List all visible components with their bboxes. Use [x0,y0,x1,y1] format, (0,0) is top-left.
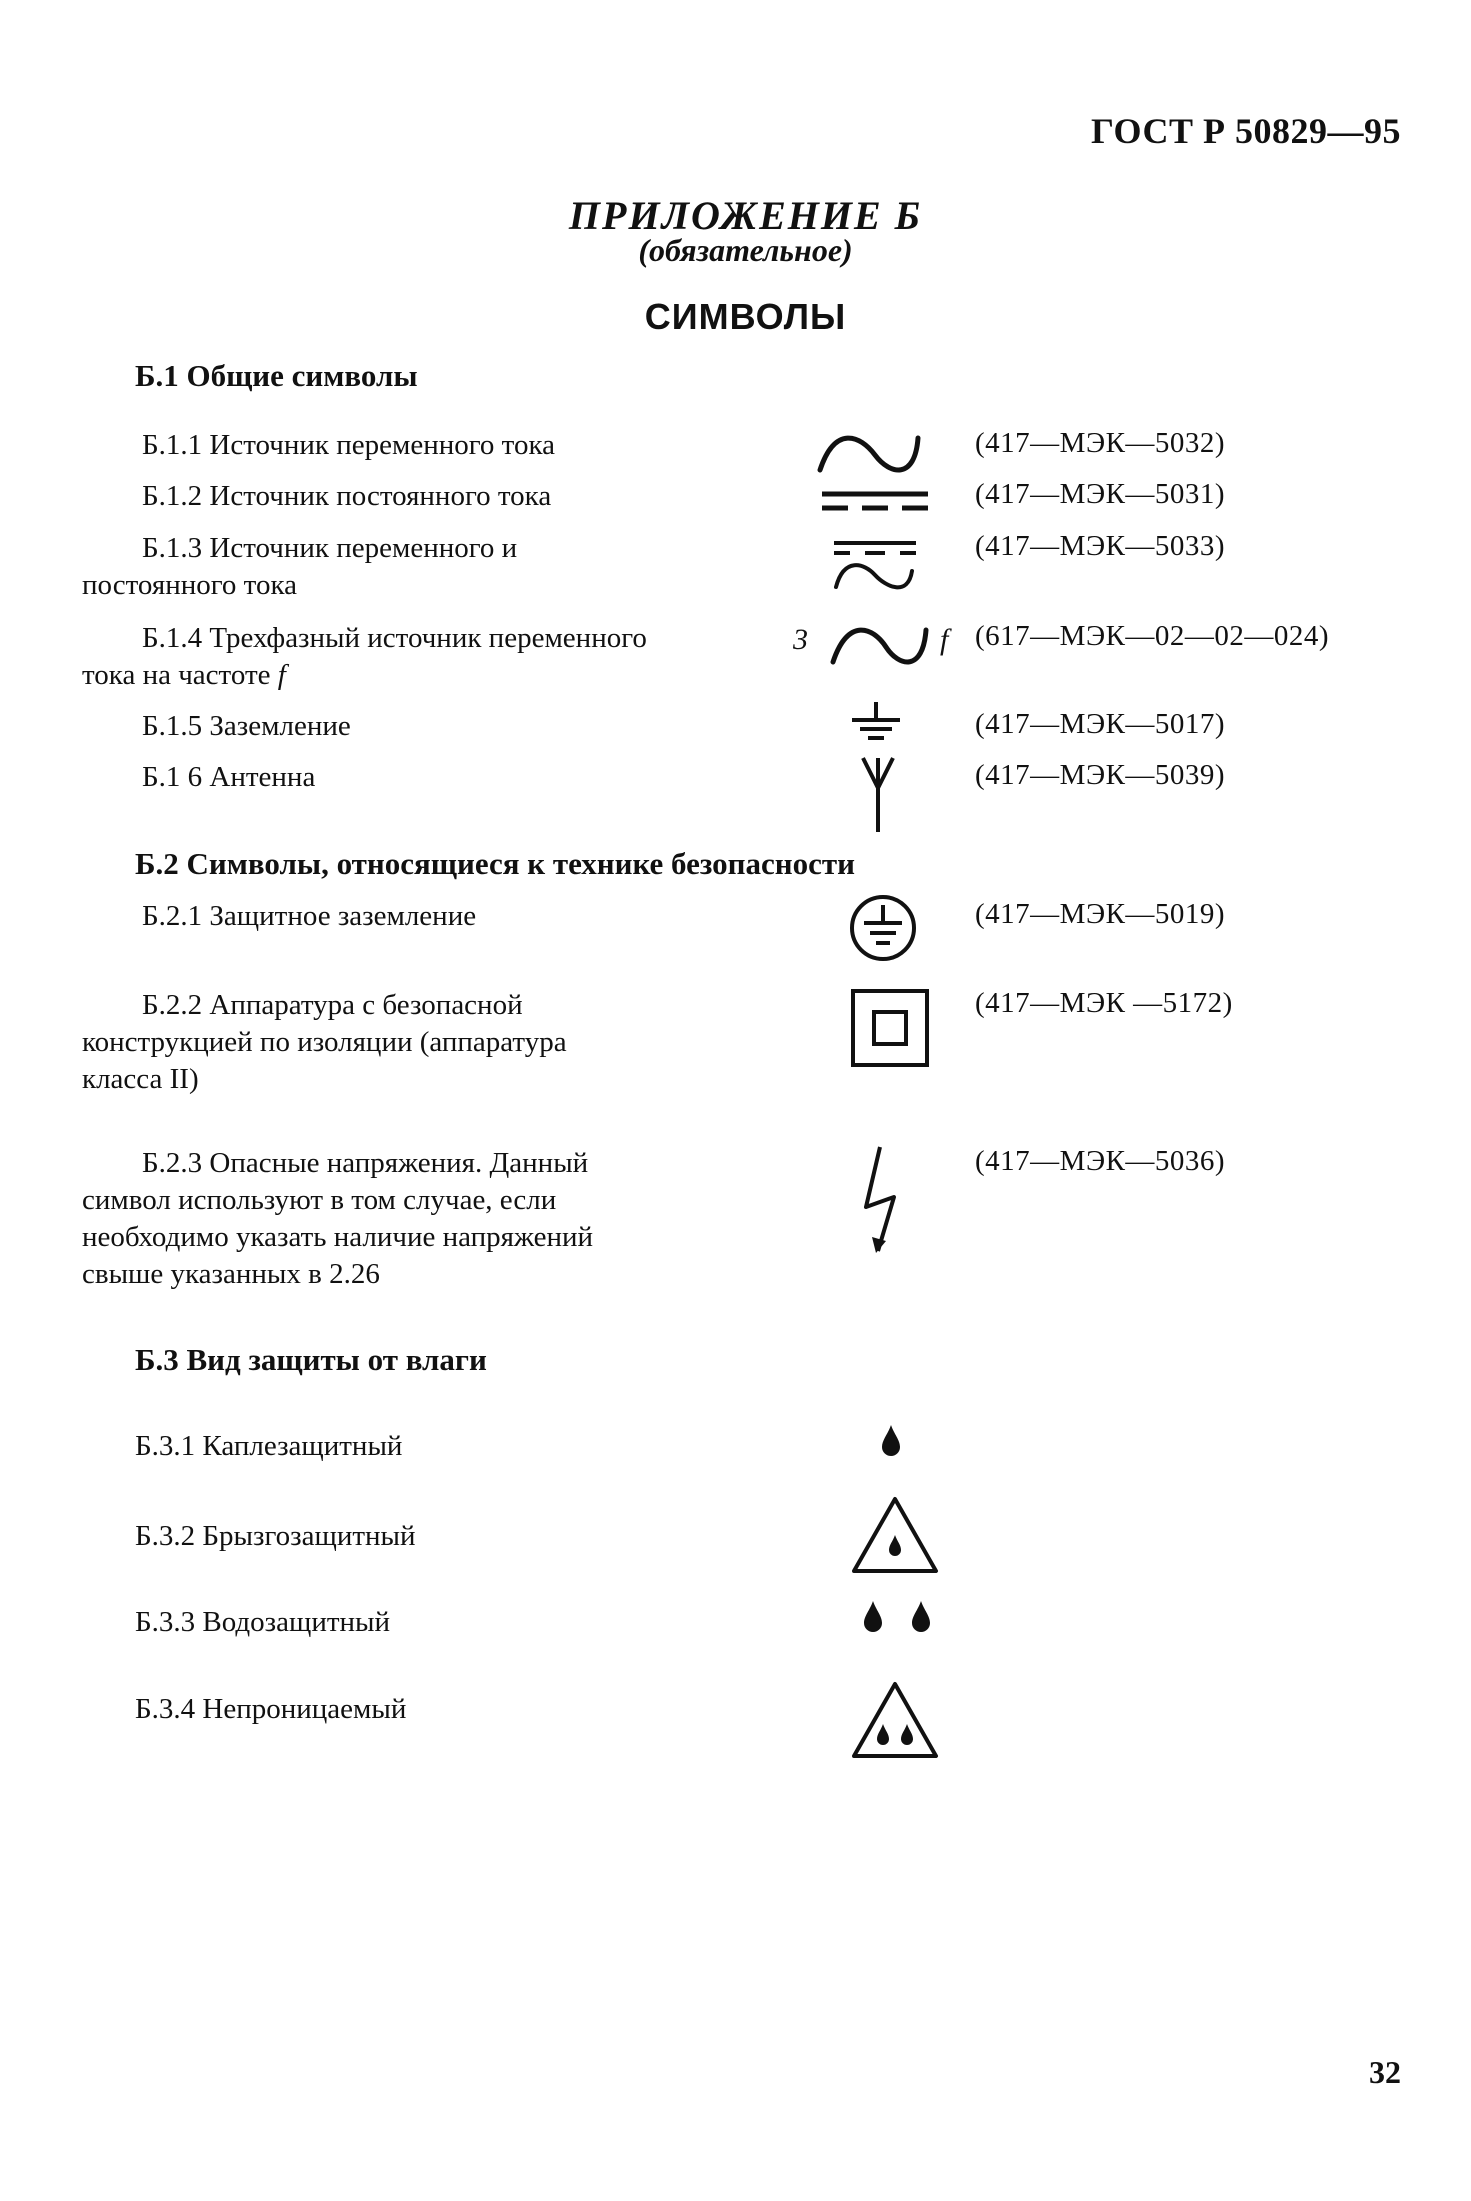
b1-4-text-line1: Б.1.4 Трехфазный источник переменного [142,622,647,654]
b2-2-ref: (417—МЭК —5172) [975,987,1233,1019]
b2-1-ref: (417—МЭК—5019) [975,898,1226,930]
b2-heading: Б.2 Символы, относящиеся к технике безопасности [135,846,855,881]
antenna-icon [858,754,898,834]
b1-5-ref: (417—МЭК—5017) [975,708,1226,740]
watertight-icon [850,1680,940,1760]
b1-4-text-line2: тока на частоте f [82,659,286,691]
ac-dc-source-icon [830,535,920,595]
b3-1-text: Б.3.1 Каплезащитный [135,1430,403,1462]
b2-3-text-line4: свыше указанных в 2.26 [82,1258,380,1290]
b1-1-ref: (417—МЭК—5032) [975,427,1226,459]
splash-proof-icon [850,1495,940,1575]
b1-2-ref: (417—МЭК—5031) [975,478,1226,510]
dc-source-icon [820,488,930,518]
b1-heading: Б.1 Общие символы [135,358,418,393]
b1-3-text-line1: Б.1.3 Источник переменного и [142,532,518,564]
three-phase-ac-icon [828,622,933,667]
three-phase-label: 3 [793,623,808,656]
appendix-subtitle: (обязательное) [638,232,853,268]
b2-2-text-line3: класса II) [82,1063,199,1095]
b2-3-ref: (417—МЭК—5036) [975,1145,1226,1177]
drip-proof-icon [880,1424,902,1458]
b1-4-ref: (617—МЭК—02—02—024) [975,620,1330,652]
b2-3-text-line2: символ используют в том случае, если [82,1184,557,1216]
b3-heading: Б.3 Вид защиты от влаги [135,1342,487,1377]
b2-1-text: Б.2.1 Защитное заземление [142,900,477,932]
b1-6-text: Б.1 6 Антенна [142,761,316,793]
b2-3-text-line1: Б.2.3 Опасные напряжения. Данный [142,1147,589,1179]
section-title: СИМВОЛЫ [644,296,847,337]
dangerous-voltage-icon [860,1145,910,1255]
b3-3-text: Б.3.3 Водозащитный [135,1606,391,1638]
b1-6-ref: (417—МЭК—5039) [975,759,1226,791]
b1-1-text: Б.1.1 Источник переменного тока [142,429,555,461]
b1-2-text: Б.1.2 Источник постоянного тока [142,480,552,512]
appendix-title: ПРИЛОЖЕНИЕ Б [568,193,923,238]
b2-3-text-line3: необходимо указать наличие напряжений [82,1221,594,1253]
b1-5-text: Б.1.5 Заземление [142,710,351,742]
b3-2-text: Б.3.2 Брызгозащитный [135,1520,416,1552]
page-number: 32 [1369,2054,1401,2090]
b1-3-text-line2: постоянного тока [82,569,297,601]
ac-source-icon [815,430,925,475]
b1-3-ref: (417—МЭК—5033) [975,530,1226,562]
document-number: ГОСТ Р 50829—95 [1091,111,1401,151]
class-ii-equipment-icon [850,988,930,1068]
protective-earth-icon [848,893,918,963]
frequency-symbol: f [277,659,286,691]
ground-icon [848,702,904,744]
b2-2-text-line2: конструкцией по изоляции (аппаратура [82,1026,567,1058]
frequency-label: f [940,623,949,656]
b3-4-text: Б.3.4 Непроницаемый [135,1693,407,1725]
b2-2-text-line1: Б.2.2 Аппаратура с безопасной [142,989,523,1021]
water-proof-icon [862,1600,932,1634]
